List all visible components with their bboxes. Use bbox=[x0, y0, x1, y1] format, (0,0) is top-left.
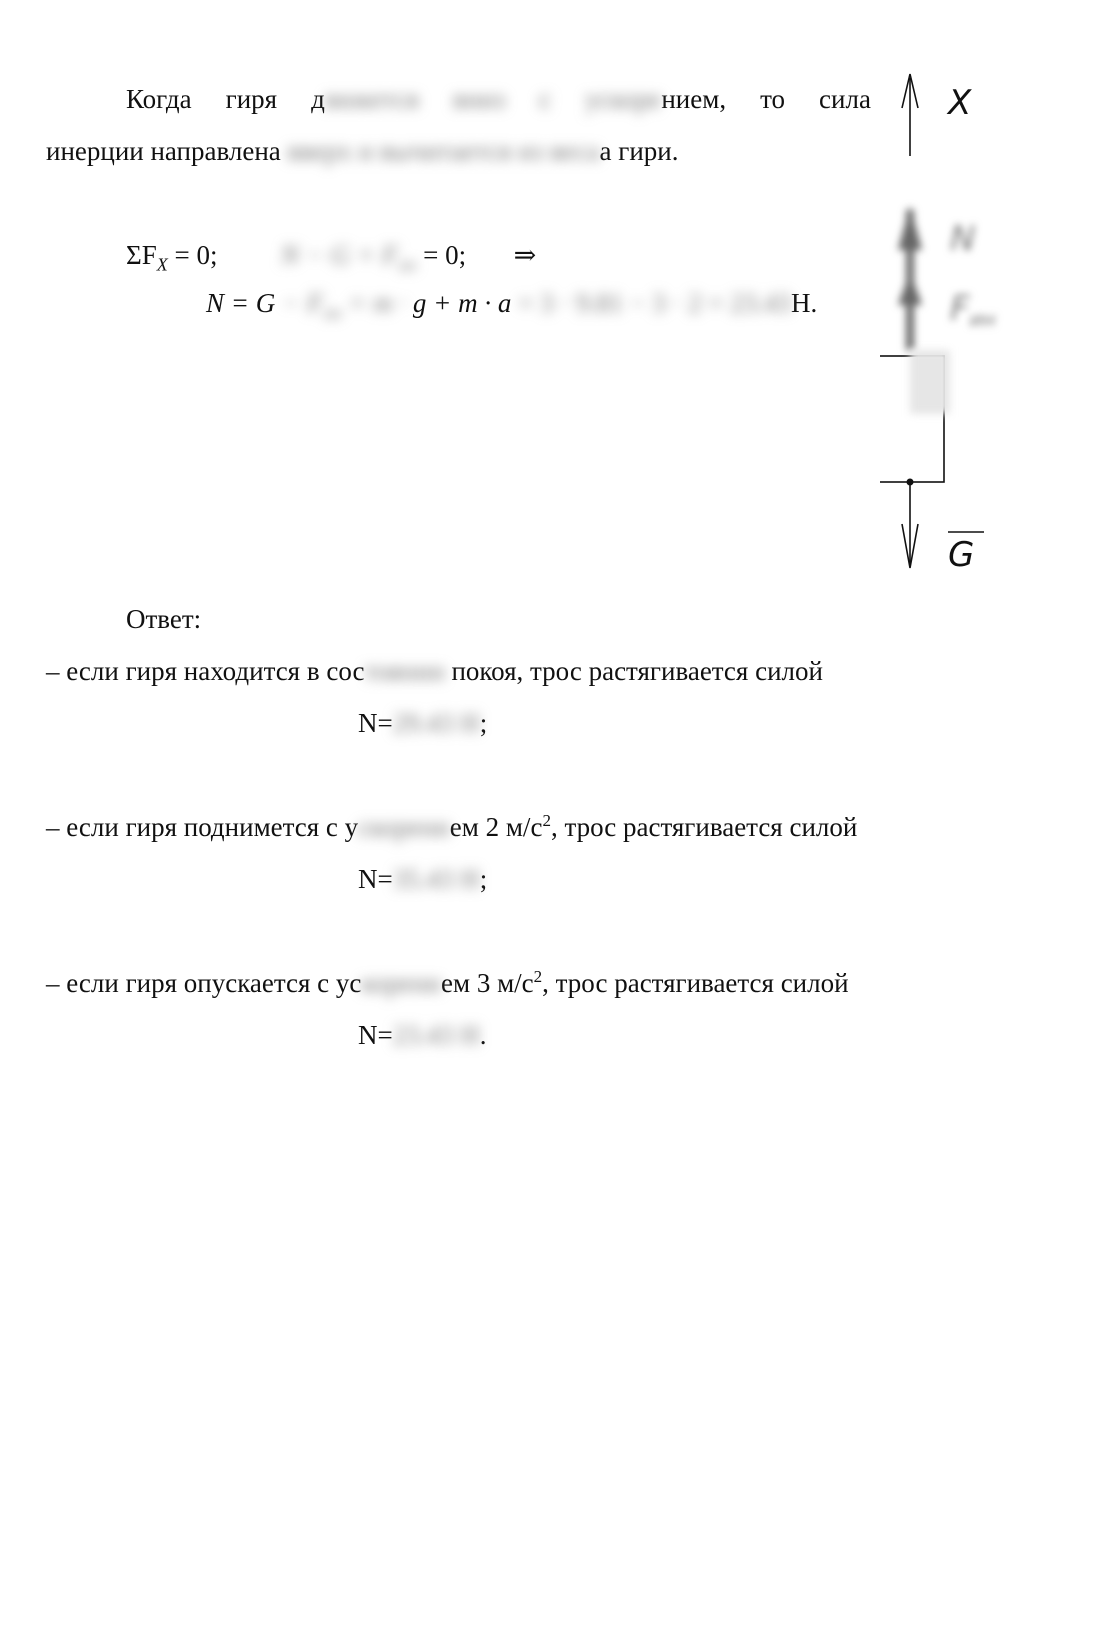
word-uskoreniem: ускорением, bbox=[585, 84, 727, 114]
word-to: то bbox=[760, 84, 786, 114]
x-axis-arrow bbox=[902, 74, 918, 156]
x-axis-label: X bbox=[948, 83, 972, 123]
blurred-value: 29.43 Н bbox=[392, 708, 480, 738]
word-sila: сила bbox=[819, 84, 871, 114]
blurred-text: скорени bbox=[358, 812, 450, 842]
equation-line-1 bbox=[126, 238, 537, 275]
force-g-label: G bbox=[948, 535, 975, 575]
word-kogda: Когда bbox=[126, 84, 192, 114]
answer-value-1: N=29.43 Н; bbox=[358, 708, 488, 738]
gravity-arrow bbox=[902, 479, 918, 569]
word-girya: гиря bbox=[225, 84, 278, 114]
blurred-equation: $N - G + F_{ин}$ bbox=[280, 240, 417, 275]
force-n-label: N bbox=[950, 219, 976, 259]
force-diagram bbox=[880, 60, 1040, 620]
blurred-force-group bbox=[898, 206, 922, 350]
blurred-text: ускоре bbox=[585, 84, 662, 114]
answer-item-1: – если гиря находится в состоянии покоя, трос растягивается силой bbox=[46, 656, 823, 686]
sum-forces: $\Sigma F_X$ bbox=[126, 240, 168, 275]
blurred-equation: = 3 · 9.81 − 3 · 2 = 23.43 bbox=[518, 288, 791, 318]
paragraph-line-1 bbox=[126, 82, 871, 116]
sum-equals: = 0; bbox=[174, 240, 218, 270]
word-dvizhetsya: движется bbox=[311, 84, 419, 114]
paragraph-line-2: инерции направлена вверх и вычитается из весаа гири. bbox=[46, 136, 679, 166]
blurred-value: 35.43 Н bbox=[392, 864, 480, 894]
equation-line-2 bbox=[206, 286, 818, 323]
answer-heading: Ответ: bbox=[126, 604, 202, 634]
blurred-text: вниз bbox=[452, 84, 506, 114]
blurred-text: вверх и вычитается из веса bbox=[287, 136, 600, 166]
answer-item-2: – если гиря поднимется с ускорением 2 $м/с^2$, трос растягивается силой bbox=[46, 811, 858, 842]
answer-item-3: – если гиря опускается с ускорением 3 $м/с^2$, трос растягивается силой bbox=[46, 967, 849, 998]
block-blur-patch bbox=[910, 350, 950, 414]
g-plus-ma: g + m · a bbox=[412, 288, 512, 318]
blurred-equation: − $F_{ин} = m$ · bbox=[281, 288, 407, 323]
answer-value-2: N=35.43 Н; bbox=[358, 864, 488, 894]
unit: Н. bbox=[791, 288, 818, 318]
blurred-value: 23.43 Н bbox=[392, 1020, 480, 1050]
blurred-text: корени bbox=[361, 968, 442, 998]
implies-symbol: ⇒ bbox=[513, 240, 537, 270]
blurred-text: вижется bbox=[324, 84, 419, 114]
n-equals-g: N = G bbox=[206, 288, 276, 318]
answer-value-3: N=23.43 Н. bbox=[358, 1020, 487, 1050]
force-inertia-label: Fин bbox=[950, 289, 996, 331]
mid-equals: = 0; bbox=[423, 240, 467, 270]
blurred-text: с bbox=[539, 84, 552, 114]
blurred-text: тоянии bbox=[364, 656, 445, 686]
